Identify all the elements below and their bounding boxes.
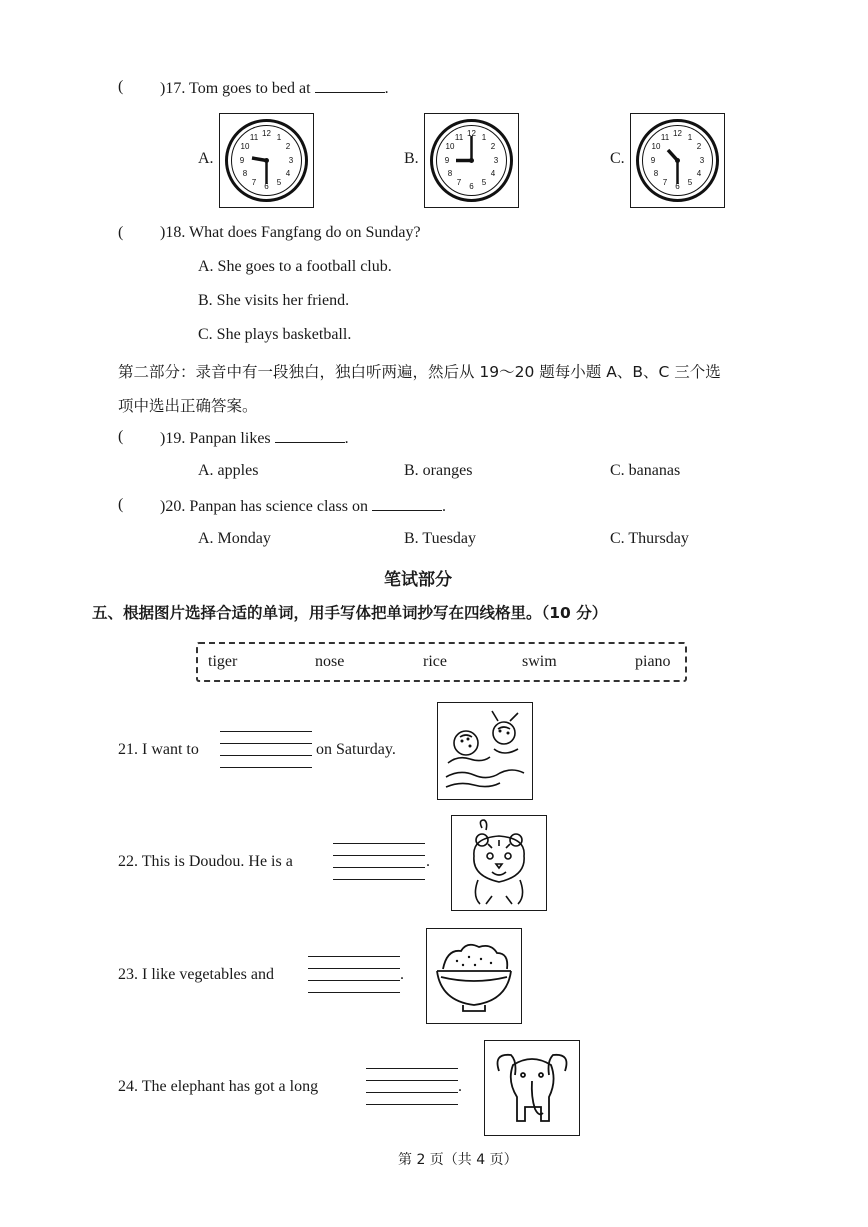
question-17: )17. Tom goes to bed at .	[160, 80, 389, 97]
svg-text:7: 7	[662, 178, 668, 187]
word-bank-item: swim	[522, 653, 557, 670]
question-22-after: .	[426, 853, 430, 870]
question-20: )20. Panpan has science class on .	[160, 498, 446, 515]
option-17-b-label: B.	[404, 150, 419, 167]
svg-text:1: 1	[481, 133, 487, 142]
svg-text:11: 11	[660, 133, 670, 142]
tiger-image	[451, 815, 547, 911]
answer-paren-18: (	[118, 224, 124, 241]
option-20-c: C. Thursday	[610, 530, 689, 547]
swimming-kids-icon	[438, 703, 532, 799]
elephant-icon	[485, 1041, 579, 1135]
four-line-grid-21[interactable]	[220, 731, 312, 771]
svg-text:10: 10	[651, 142, 661, 151]
question-21-before: 21. I want to	[118, 741, 199, 758]
tiger-icon	[452, 816, 546, 910]
svg-text:9: 9	[650, 156, 656, 165]
svg-text:5: 5	[276, 178, 282, 187]
svg-text:8: 8	[447, 169, 453, 178]
svg-text:11: 11	[249, 133, 259, 142]
svg-text:3: 3	[493, 156, 499, 165]
clock-icon	[220, 114, 313, 207]
svg-text:8: 8	[653, 169, 659, 178]
section5-heading: 五、根据图片选择合适的单词，用手写体把单词抄写在四线格里。（10 分）	[92, 604, 608, 622]
question-22-before: 22. This is Doudou. He is a	[118, 853, 293, 870]
svg-text:2: 2	[696, 142, 702, 151]
option-19-a: A. apples	[198, 462, 259, 479]
option-17-a-label: A.	[198, 150, 214, 167]
svg-text:1: 1	[276, 133, 282, 142]
elephant-image	[484, 1040, 580, 1136]
four-line-grid-22[interactable]	[333, 843, 425, 883]
word-bank	[196, 642, 687, 682]
svg-text:3: 3	[288, 156, 294, 165]
svg-text:10: 10	[240, 142, 250, 151]
svg-text:12: 12	[673, 129, 682, 138]
clock-image-c	[630, 113, 725, 208]
svg-text:5: 5	[481, 178, 487, 187]
rice-image	[426, 928, 522, 1024]
svg-text:9: 9	[239, 156, 245, 165]
question-24-after: .	[458, 1078, 462, 1095]
section-title-written: 笔试部分	[384, 570, 452, 590]
question-19: )19. Panpan likes .	[160, 430, 349, 447]
answer-blank-20	[372, 496, 442, 511]
clock-icon	[425, 114, 518, 207]
four-line-grid-24[interactable]	[366, 1068, 458, 1108]
svg-text:1: 1	[687, 133, 693, 142]
word-bank-item: rice	[423, 653, 447, 670]
part2-instruction-line1: 第二部分：录音中有一段独白，独白听两遍，然后从 19～20 题每小题 A、B、C 三个选	[118, 363, 721, 381]
question-23-after: .	[400, 966, 404, 983]
clock-image-a	[219, 113, 314, 208]
clock-icon	[631, 114, 724, 207]
swim-image	[437, 702, 533, 800]
svg-text:2: 2	[490, 142, 496, 151]
svg-text:5: 5	[687, 178, 693, 187]
question-24-before: 24. The elephant has got a long	[118, 1078, 319, 1095]
word-bank-item: nose	[315, 653, 345, 670]
answer-paren-19: (	[118, 428, 124, 445]
question-23-before: 23. I like vegetables and	[118, 966, 274, 983]
answer-paren-17: (	[118, 78, 124, 95]
word-bank-item: piano	[635, 653, 671, 670]
option-19-b: B. oranges	[404, 462, 473, 479]
svg-text:10: 10	[445, 142, 455, 151]
word-bank-item: tiger	[208, 653, 238, 670]
svg-text:4: 4	[696, 169, 702, 178]
part2-instruction-line2: 项中选出正确答案。	[118, 397, 258, 415]
svg-text:8: 8	[242, 169, 248, 178]
svg-text:6: 6	[469, 182, 474, 191]
option-18-c: C. She plays basketball.	[198, 326, 352, 343]
option-20-a: A. Monday	[198, 530, 271, 547]
svg-text:9: 9	[444, 156, 450, 165]
option-19-c: C. bananas	[610, 462, 681, 479]
answer-blank-19	[275, 428, 345, 443]
answer-blank-17	[315, 78, 385, 93]
svg-text:2: 2	[285, 142, 291, 151]
svg-text:7: 7	[251, 178, 257, 187]
svg-text:3: 3	[699, 156, 705, 165]
svg-text:12: 12	[262, 129, 271, 138]
svg-text:6: 6	[264, 182, 269, 191]
svg-text:11: 11	[454, 133, 464, 142]
page-footer: 第 2 页（共 4 页）	[398, 1152, 518, 1168]
clock-image-b	[424, 113, 519, 208]
svg-text:6: 6	[675, 182, 680, 191]
svg-text:4: 4	[285, 169, 291, 178]
rice-bowl-icon	[427, 929, 521, 1023]
option-18-a: A. She goes to a football club.	[198, 258, 392, 275]
svg-text:4: 4	[490, 169, 496, 178]
svg-text:7: 7	[456, 178, 462, 187]
question-18: )18. What does Fangfang do on Sunday?	[160, 224, 421, 241]
four-line-grid-23[interactable]	[308, 956, 400, 996]
question-21-after: on Saturday.	[316, 741, 396, 758]
option-18-b: B. She visits her friend.	[198, 292, 350, 309]
option-20-b: B. Tuesday	[404, 530, 477, 547]
svg-text:12: 12	[467, 129, 476, 138]
option-17-c-label: C.	[610, 150, 625, 167]
answer-paren-20: (	[118, 496, 124, 513]
